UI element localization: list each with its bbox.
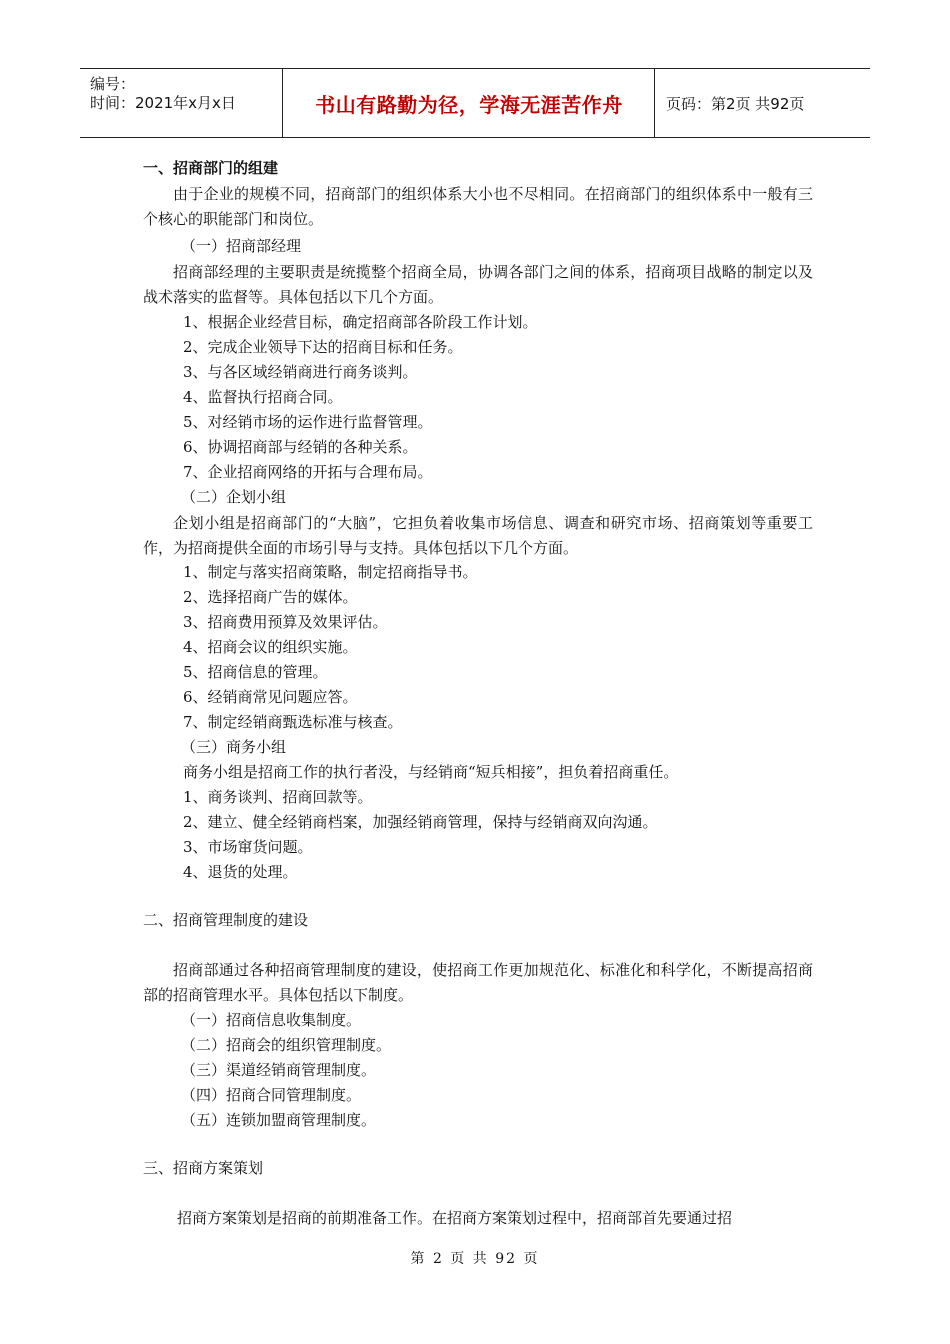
list-item: 1、商务谈判、招商回款等。 — [183, 788, 373, 806]
list-item: 3、招商费用预算及效果评估。 — [183, 613, 388, 631]
section-3-title: 三、招商方案策划 — [143, 1159, 264, 1177]
section-1-title: 一、招商部门的组建 — [143, 159, 279, 177]
header-table — [80, 68, 870, 138]
page-number-label: 页码：第2页 共92页 — [666, 94, 805, 113]
list-item: （一）招商信息收集制度。 — [181, 1011, 362, 1029]
subsection-3-title: （三）商务小组 — [181, 738, 287, 756]
list-item: 2、选择招商广告的媒体。 — [183, 588, 358, 606]
list-item: 4、监督执行招商合同。 — [183, 388, 343, 406]
list-item: （二）招商会的组织管理制度。 — [181, 1036, 392, 1054]
list-item: 2、完成企业领导下达的招商目标和任务。 — [183, 338, 463, 356]
subsection-1-title: （一）招商部经理 — [181, 237, 302, 255]
list-item: 1、制定与落实招商策略，制定招商指导书。 — [183, 563, 478, 581]
header-meta-cell — [80, 69, 282, 137]
header-motto-cell — [284, 69, 654, 137]
list-item: 5、对经销市场的运作进行监督管理。 — [183, 413, 433, 431]
list-item: 1、根据企业经营目标，确定招商部各阶段工作计划。 — [183, 313, 538, 331]
list-item: （四）招商合同管理制度。 — [181, 1086, 362, 1104]
list-item: 5、招商信息的管理。 — [183, 663, 328, 681]
header-page-cell — [656, 69, 870, 137]
list-item: 4、退货的处理。 — [183, 863, 298, 881]
list-item: 3、与各区域经销商进行商务谈判。 — [183, 363, 418, 381]
list-item: 6、协调招商部与经销的各种关系。 — [183, 438, 418, 456]
section-2-title: 二、招商管理制度的建设 — [143, 911, 309, 929]
document-time-label: 时间：2021年x月x日 — [90, 94, 236, 112]
motto-text: 书山有路勤为径，学海无涯苦作舟 — [315, 92, 623, 117]
section-1-intro: 由于企业的规模不同，招商部门的组织体系大小也不尽相同。在招商部门的组织体系中一般有三个核心的职能部门和岗位。 — [143, 185, 813, 228]
subsection-3-intro: 商务小组是招商工作的执行者没，与经销商“短兵相接”，担负着招商重任。 — [183, 763, 679, 781]
list-item: 4、招商会议的组织实施。 — [183, 638, 358, 656]
list-item: 7、企业招商网络的开拓与合理布局。 — [183, 463, 433, 481]
header-divider — [282, 69, 283, 137]
subsection-2-title: （二）企划小组 — [181, 488, 287, 506]
list-item: 3、市场窜货问题。 — [183, 838, 313, 856]
list-item: 2、建立、健全经销商档案，加强经销商管理，保持与经销商双向沟通。 — [183, 813, 658, 831]
section-2-intro: 招商部通过各种招商管理制度的建设，使招商工作更加规范化、标准化和科学化，不断提高招商部的招商管理水平。具体包括以下制度。 — [143, 961, 813, 1004]
subsection-2-intro: 企划小组是招商部门的“大脑”，它担负着收集市场信息、调查和研究市场、招商策划等重要工作，为招商提供全面的市场引导与支持。具体包括以下几个方面。 — [143, 514, 813, 557]
list-item: 7、制定经销商甄选标准与核查。 — [183, 713, 403, 731]
list-item: （五）连锁加盟商管理制度。 — [181, 1111, 377, 1129]
list-item: （三）渠道经销商管理制度。 — [181, 1061, 377, 1079]
header-divider — [654, 69, 655, 137]
page-footer: 第 2 页 共 92 页 — [410, 1251, 540, 1267]
subsection-1-intro: 招商部经理的主要职责是统揽整个招商全局，协调各部门之间的体系，招商项目战略的制定以及战术落实的监督等。具体包括以下几个方面。 — [143, 263, 813, 306]
list-item: 6、经销商常见问题应答。 — [183, 688, 358, 706]
document-number-label: 编号： — [90, 75, 136, 93]
section-3-intro: 招商方案策划是招商的前期准备工作。在招商方案策划过程中，招商部首先要通过招 — [177, 1209, 733, 1227]
